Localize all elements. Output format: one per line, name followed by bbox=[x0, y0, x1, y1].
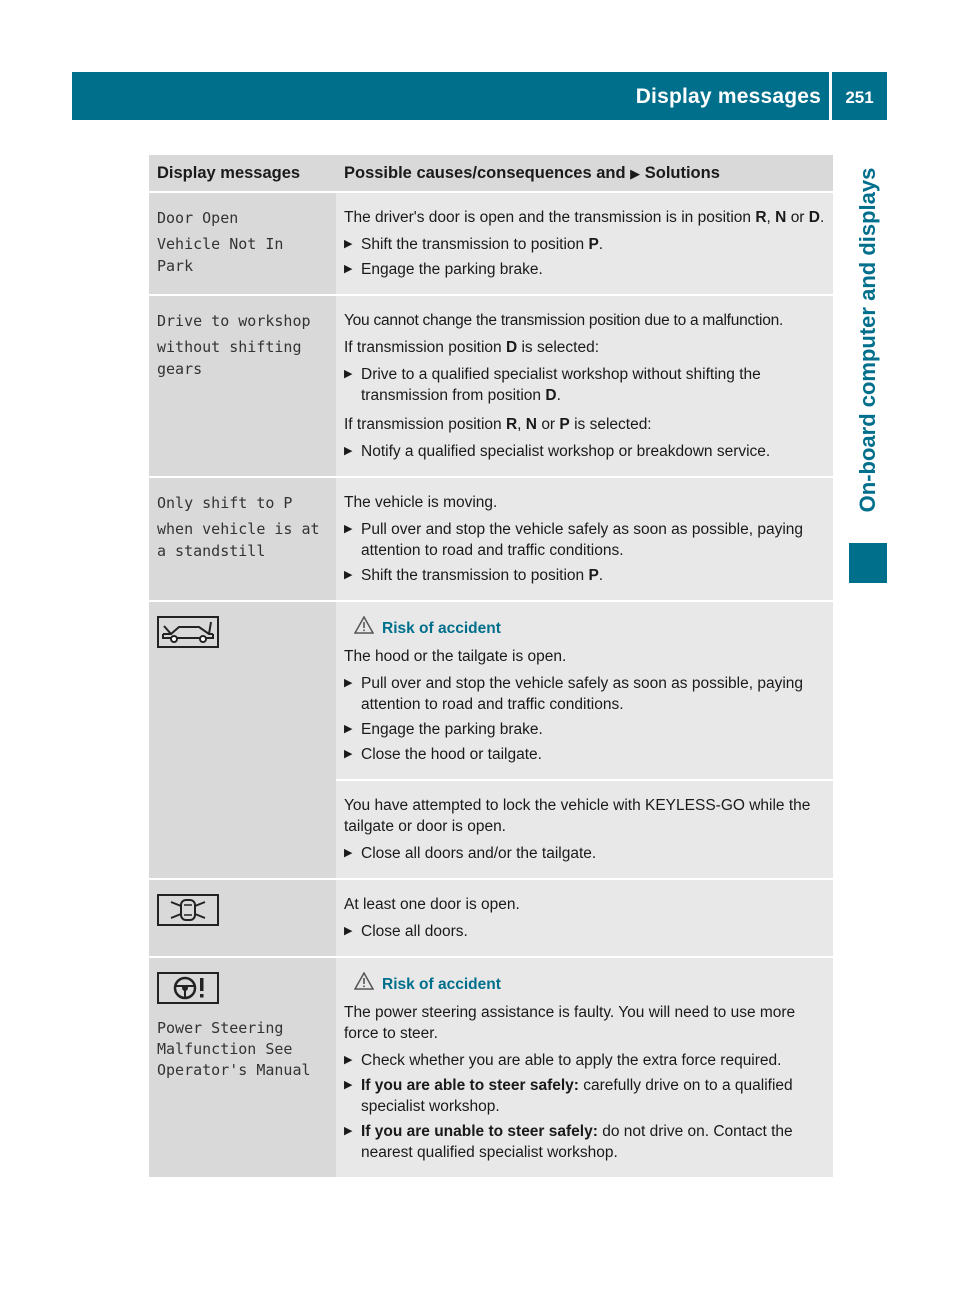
solution-step: ▶ Check whether you are able to apply the extra force required. bbox=[344, 1052, 782, 1069]
solution-step: ▶ Engage the parking brake. bbox=[344, 721, 543, 738]
solution-step: ▶ Pull over and stop the vehicle safely as soon as possible, paying attention to road and traffic conditions. bbox=[344, 675, 804, 713]
arrow-right-icon: ▶ bbox=[344, 523, 353, 535]
warning-triangle-icon bbox=[354, 972, 374, 996]
solution-cell bbox=[336, 957, 833, 1177]
display-message: Door Open Vehicle Not In Park bbox=[149, 192, 336, 295]
arrow-right-icon: ▶ bbox=[344, 748, 353, 760]
hood-tailgate-open-icon bbox=[157, 616, 219, 648]
warning-heading: Risk of accident bbox=[344, 972, 827, 996]
col-header-messages: Display messages bbox=[149, 155, 336, 192]
arrow-right-icon: ▶ bbox=[344, 1079, 353, 1091]
solution-step: ▶ Shift the transmission to position P. bbox=[344, 236, 604, 253]
solution-step: ▶ If you are able to steer safely: carefully drive on to a qualified specialist workshop. bbox=[344, 1077, 793, 1115]
col-header-solutions: Possible causes/consequences and ▶ Solutions bbox=[336, 155, 833, 192]
display-messages-table bbox=[149, 155, 833, 1177]
arrow-right-icon: ▶ bbox=[344, 677, 353, 689]
solution-cell bbox=[336, 780, 833, 879]
arrow-right-icon: ▶ bbox=[344, 368, 353, 380]
cause-text: If transmission position D is selected: bbox=[344, 339, 600, 356]
solution-cell bbox=[336, 477, 833, 601]
cause-text: The vehicle is moving. bbox=[344, 494, 498, 511]
display-message bbox=[149, 601, 336, 879]
door-open-icon bbox=[157, 894, 219, 926]
solution-cell bbox=[336, 295, 833, 477]
solution-step: ▶ Notify a qualified specialist workshop or breakdown service. bbox=[344, 443, 771, 460]
display-message: Drive to workshop without shifting gears bbox=[149, 295, 336, 477]
solution-step: ▶ Close all doors. bbox=[344, 923, 468, 940]
side-tab bbox=[849, 150, 887, 530]
arrow-right-icon: ▶ bbox=[344, 847, 353, 859]
solution-step: ▶ Drive to a qualified specialist workshop without shifting the transmission from position D. bbox=[344, 366, 761, 404]
arrow-right-icon: ▶ bbox=[344, 925, 353, 937]
arrow-right-icon: ▶ bbox=[344, 723, 353, 735]
arrow-right-icon: ▶ bbox=[344, 445, 353, 457]
cause-text: The driver's door is open and the transmission is in position R, N or D. bbox=[344, 209, 825, 226]
cause-text: At least one door is open. bbox=[344, 896, 520, 913]
arrow-right-icon: ▶ bbox=[344, 238, 353, 250]
side-tab-label: On-board computer and displays bbox=[855, 167, 880, 513]
solution-step: ▶ Shift the transmission to position P. bbox=[344, 567, 604, 584]
arrow-right-icon: ▶ bbox=[344, 263, 353, 275]
steering-wheel-warning-icon bbox=[157, 972, 219, 1004]
solution-cell bbox=[336, 601, 833, 780]
arrow-right-icon: ▶ bbox=[344, 1125, 353, 1137]
table-row bbox=[149, 192, 833, 295]
table-row bbox=[149, 477, 833, 601]
table-row bbox=[149, 601, 833, 780]
cause-text: You have attempted to lock the vehicle with KEYLESS-GO while the tailgate or door is open. bbox=[344, 797, 811, 835]
warning-heading: Risk of accident bbox=[344, 616, 827, 640]
solution-step: ▶ Pull over and stop the vehicle safely as soon as possible, paying attention to road and traffic conditions. bbox=[344, 521, 804, 559]
cause-text: If transmission position R, N or P is selected: bbox=[344, 416, 652, 433]
cause-text: The power steering assistance is faulty. You will need to use more force to steer. bbox=[344, 1004, 796, 1042]
solution-step: ▶ If you are unable to steer safely: do not drive on. Contact the nearest qualified specialist workshop. bbox=[344, 1123, 793, 1161]
table-row bbox=[149, 957, 833, 1177]
solution-step: ▶ Close all doors and/or the tailgate. bbox=[344, 845, 597, 862]
warning-triangle-icon bbox=[354, 616, 374, 640]
display-message: Power Steering Malfunction See Operator's Manual bbox=[149, 957, 336, 1177]
header-title: Display messages bbox=[635, 85, 821, 108]
cause-text: The hood or the tailgate is open. bbox=[344, 648, 567, 665]
solution-cell bbox=[336, 192, 833, 295]
arrow-right-icon: ▶ bbox=[344, 569, 353, 581]
side-tab-marker bbox=[849, 543, 887, 583]
page-number: 251 bbox=[845, 88, 874, 107]
table-row bbox=[149, 295, 833, 477]
table-row bbox=[149, 879, 833, 957]
display-message: Only shift to P when vehicle is at a standstill bbox=[149, 477, 336, 601]
cause-text: You cannot change the transmission position due to a malfunction. bbox=[344, 312, 784, 329]
display-message bbox=[149, 879, 336, 957]
arrow-right-icon: ▶ bbox=[344, 1054, 353, 1066]
solution-step: ▶ Close the hood or tailgate. bbox=[344, 746, 542, 763]
solution-cell bbox=[336, 879, 833, 957]
solution-step: ▶ Engage the parking brake. bbox=[344, 261, 543, 278]
arrow-right-icon: ▶ bbox=[630, 165, 641, 181]
page-header bbox=[72, 72, 887, 120]
